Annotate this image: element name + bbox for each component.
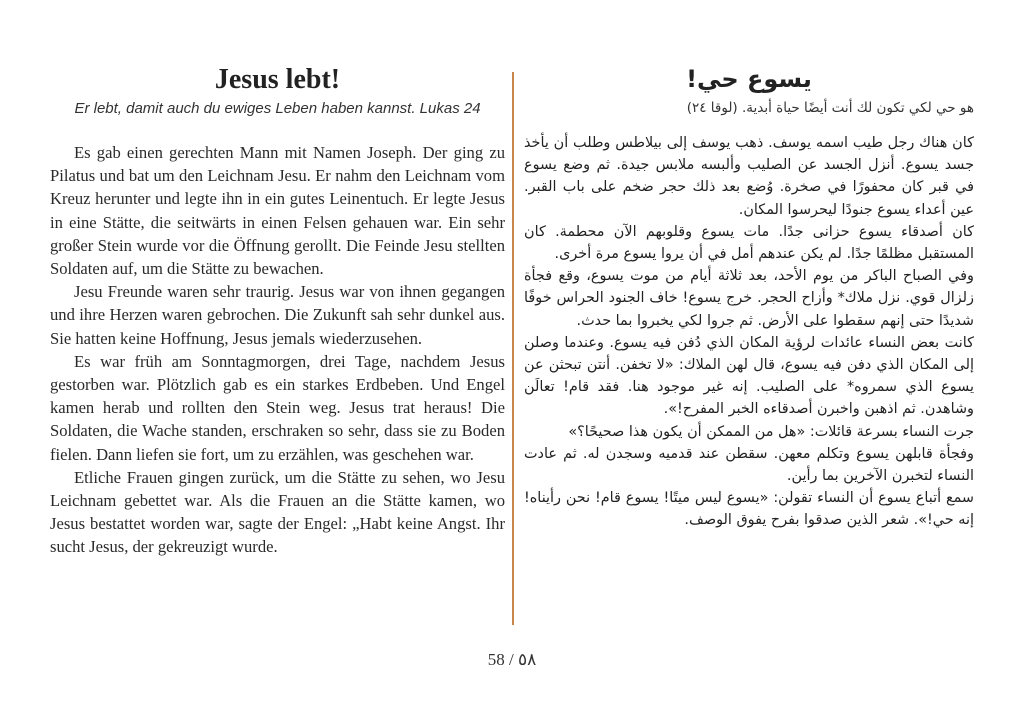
arabic-subtitle: هو حي لكي تكون لك أنت أيضًا حياة أبدية. (لوقا ٢٤) [686, 100, 974, 116]
arabic-paragraph: سمع أتباع يسوع أن النساء تقولن: «يسوع ليس ميتًا! يسوع قام! نحن رأيناه! إنه حي!». شعر الذين صدقوا بفرح يفوق الوصف. [524, 490, 974, 529]
arabic-paragraph: جرت النساء بسرعة قائلات: «هل من الممكن أن يكون هذا صحيحًا؟» [568, 423, 974, 440]
arabic-title: يسوع حي! [686, 65, 812, 93]
arabic-paragraph: كانت بعض النساء عائدات لرؤية المكان الذي دُفن فيه يسوع. وعندما وصلن إلى المكان الذي دفن فيه يسوع، قال لهن الملاك: «لا تخفن. أنتن تبحثن عن يسوع الذي سمروه* على الصليب. إنه غير موجود هنا. فقد قام! تعالَن وشاهدن. ثم اذهبن واخبرن أصدقاءه الخبر المفرح!». [524, 334, 974, 418]
german-subtitle: Er lebt, damit auch du ewiges Leben haben kannst. Lukas 24 [74, 100, 481, 117]
arabic-paragraph: وفي الصباح الباكر من يوم الأحد، بعد ثلاثة أيام من موت يسوع، وقع فجأة زلزال قوي. نزل ملاك* وأزاح الحجر. خرج يسوع! خاف الجنود الحراس خوفًا شديدًا حتى إنهم سقطوا على الأرض. ثم جروا لكي يخبروا بما حدث. [524, 268, 974, 329]
page-number: 58 / ٥٨ [487, 650, 537, 669]
german-paragraph: Es war früh am Sonntagmorgen, drei Tage, nachdem Jesus gestorben war. Plötzlich gab es ein starkes Erdbeben. Und Engel kamen herab und rollten den Stein weg. Jesus trat heraus! Die Soldaten, die Wache standen, erschraken so sehr, dass sie zu Boden fielen. Dann liefen sie fort, um zu erzählen, was geschehen war. [50, 351, 505, 464]
german-paragraph: Etliche Frauen gingen zurück, um die Stätte zu sehen, wo Jesu Leichnam gebettet war. Als die Frauen an die Stätte kamen, wo Jesus bestattet worden war, sagte der Engel: „Habt keine Angst. Ihr sucht Jesus, der gekreuzigt wurde. [50, 467, 505, 557]
german-paragraph: Jesu Freunde waren sehr traurig. Jesus war von ihnen gegangen und ihre Herzen waren gebrochen. Die Zukunft sah sehr dunkel aus. Sie hatten keine Hoffnung, Jesus jemals wiederzusehen. [50, 282, 505, 348]
german-paragraph: Es gab einen gerechten Mann mit Namen Joseph. Der ging zu Pilatus und bat um den Leichnam Jesu. Er nahm den Leichnam vom Kreuz herunter und legte ihn in ein gutes Leinentuch. Er legte Jesus in eine Stätte, die seitwärts in einen Felsen gehauen war. Ein sehr großer Stein wurde vor die Öffnung gerollt. Die Feinde Jesu stellten Soldaten auf, um die Stätte zu bewachen. [50, 143, 505, 279]
arabic-column [524, 62, 974, 532]
german-body [50, 141, 505, 559]
arabic-paragraph: كان هناك رجل طيب اسمه يوسف. ذهب يوسف إلى بيلاطس وطلب أن يأخذ جسد يسوع. أنزل الجسد عن الصليب وألبسه ملابس جيدة. ثم وضع يسوع في قبر كان محفورًا في صخرة. وُضع بعد ذلك حجر ضخم على باب القبر. عين أعداء يسوع جنودًا ليحرسوا المكان. [524, 135, 974, 218]
column-divider [512, 72, 514, 625]
arabic-paragraph: وفجأة قابلهن يسوع وتكلم معهن. سقطن عند قدميه وسجدن له. ثم عادت النساء لتخبرن الآخرين بما رأين. [524, 445, 974, 485]
arabic-body [524, 132, 974, 532]
german-title: Jesus lebt! [214, 64, 341, 95]
arabic-paragraph: كان أصدقاء يسوع حزانى جدًا. مات يسوع وقلوبهم الآن محطمة. كان المستقبل مظلمًا جدًا. لم يكن عندهم أمل في أن يروا يسوع مرة أخرى. [524, 223, 974, 263]
german-column [50, 62, 505, 559]
